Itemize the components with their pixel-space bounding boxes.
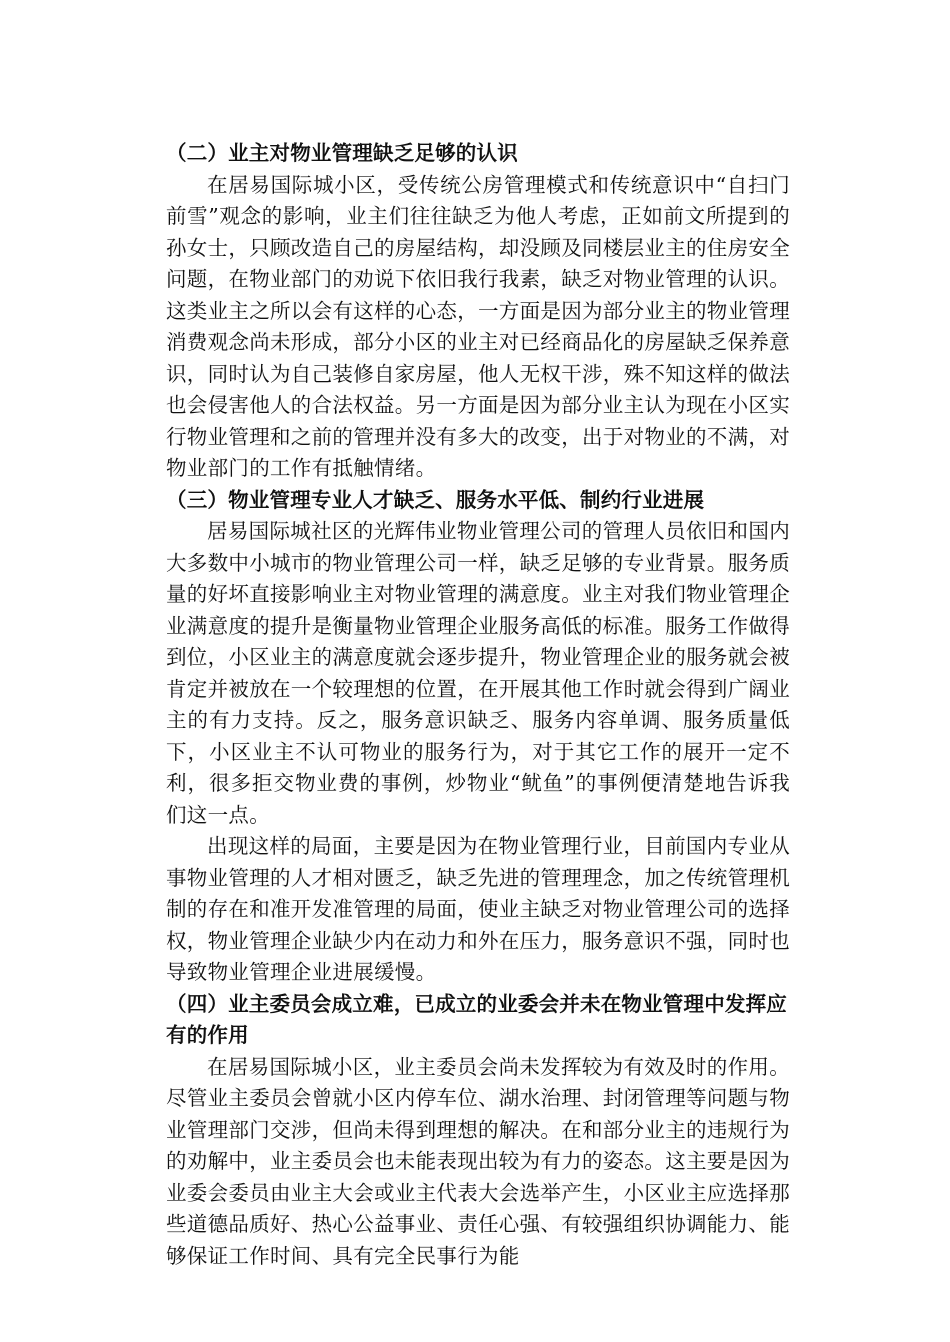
paragraph: 居易国际城社区的光辉伟业物业管理公司的管理人员依旧和国内大多数中小城市的物业管理公司一样，缺乏足够的专业背景。服务质量的好坏直接影响业主对物业管理的满意度。业主对我们物业管理企业满意度的提升是衡量物业管理企业服务高低的标准。服务工作做得到位，小区业主的满意度就会逐步提升，物业管理企业的服务就会被肯定并被放在一个较理想的位置，在开展其他工作时就会得到广阔业主的有力支持。反之，服务意识缺乏、服务内容单调、服务质量低下，小区业主不认可物业的服务行为，对于其它工作的展开一定不利，很多拒交物业费的事例，炒物业“鱿鱼”的事例便清楚地告诉我们这一点。: [166, 519, 790, 827]
section-heading-2: （二）业主对物业管理缺乏足够的认识: [166, 141, 518, 165]
paragraph: 在居易国际城小区，业主委员会尚未发挥较为有效及时的作用。尽管业主委员会曾就小区内停车位、湖水治理、封闭管理等问题与物业管理部门交涉，但尚未得到理想的解决。在和部分业主的违规行为的劝解中，业主委员会也未能表现出较为有力的姿态。这主要是因为业委会委员由业主大会或业主代表大会选举产生，小区业主应选择那些道德品质好、热心公益事业、责任心强、有较强组织协调能力、能够保证工作时间、具有完全民事行为能: [166, 1054, 790, 1268]
section-heading-4: （四）业主委员会成立难，已成立的业委会并未在物业管理中发挥应有的作用: [166, 991, 787, 1047]
paragraph: 出现这样的局面，主要是因为在物业管理行业，目前国内专业从事物业管理的人才相对匮乏，缺乏先进的管理理念，加之传统管理机制的存在和准开发准管理的局面，使业主缺乏对物业管理公司的选择权，物业管理企业缺少内在动力和外在压力，服务意识不强，同时也导致物业管理企业进展缓慢。: [166, 834, 790, 984]
paragraph: 在居易国际城小区，受传统公房管理模式和传统意识中“自扫门前雪”观念的影响，业主们往往缺乏为他人考虑，正如前文所提到的孙女士，只顾改造自己的房屋结构，却没顾及同楼层业主的住房安全问题，在物业部门的劝说下依旧我行我素，缺乏对物业管理的认识。这类业主之所以会有这样的心态，一方面是因为部分业主的物业管理消费观念尚未形成，部分小区的业主对已经商品化的房屋缺乏保养意识，同时认为自己装修自家房屋，他人无权干涉，殊不知这样的做法也会侵害他人的合法权益。另一方面是因为部分业主认为现在小区实行物业管理和之前的管理并没有多大的改变，出于对物业的不满，对物业部门的工作有抵触情绪。: [166, 172, 790, 480]
document-page: [166, 138, 790, 1272]
section-heading-3: （三）物业管理专业人才缺乏、服务水平低、制约行业进展: [166, 487, 705, 512]
